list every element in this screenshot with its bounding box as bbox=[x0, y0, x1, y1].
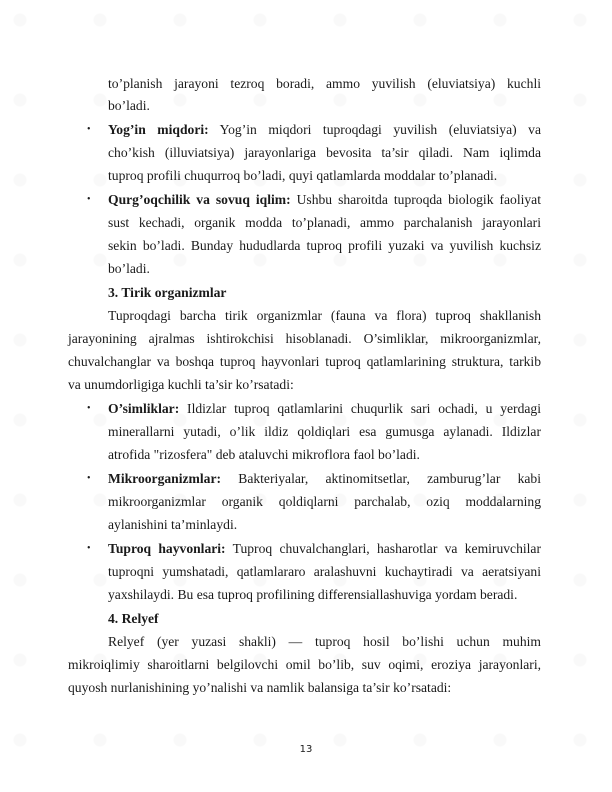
line-text: sust kechadi, organik modda to’planadi, ammo parchalanish jarayonlari bbox=[108, 215, 541, 230]
text-line bbox=[68, 354, 541, 370]
bold-lead: Yog’in miqdori: bbox=[108, 122, 209, 137]
text-line bbox=[108, 634, 541, 650]
text-line bbox=[108, 447, 420, 463]
line-text: yaxshilaydi. Bu esa tuproq profilining differensiallashuviga yordam beradi. bbox=[108, 587, 518, 602]
line-text: to’planish jarayoni tezroq boradi, ammo yuvilish (eluviatsiya) kuchli bbox=[108, 76, 541, 91]
line-text: Ushbu sharoitda tuproqda biologik faoliyat bbox=[290, 192, 541, 207]
text-line bbox=[68, 657, 541, 673]
line-text: tuproq profili chuqurroq bo’ladi, quyi qatlamlarda moddalar to’planadi. bbox=[108, 168, 498, 183]
bold-lead: 4. Relyef bbox=[108, 611, 159, 626]
line-text: mikroiqlimiy sharoitlarni belgilovchi omil bo’lib, suv oqimi, eroziya jarayonlari, bbox=[68, 657, 541, 672]
line-text: tuproqni yumshatadi, qatlamlararo aralashuvni kuchaytiradi va aeratsiyani bbox=[108, 564, 541, 579]
line-text: Yog’in miqdori tuproqdagi yuvilish (eluviatsiya) va bbox=[208, 122, 541, 137]
line-text: aylanishini ta’minlaydi. bbox=[108, 517, 238, 532]
bold-lead: O’simliklar: bbox=[108, 401, 180, 416]
bullet-icon: • bbox=[87, 403, 91, 414]
text-line bbox=[108, 564, 541, 580]
bullet-icon: • bbox=[87, 124, 91, 135]
line-text: minerallarni yutadi, o’lik ildiz qoldiqlari esa gumusga aylanadi. Ildizlar bbox=[108, 424, 541, 439]
line-text: Bakteriyalar, aktinomitsetlar, zamburug’lar kabi bbox=[221, 471, 541, 486]
bullet-icon: • bbox=[87, 543, 91, 554]
text-line bbox=[108, 76, 541, 92]
bold-lead: 3. Tirik organizmlar bbox=[108, 285, 227, 300]
line-text: bo’ladi. bbox=[108, 98, 150, 113]
text-line bbox=[108, 587, 517, 603]
text-line bbox=[108, 168, 497, 184]
text-line bbox=[108, 471, 541, 487]
text-line bbox=[108, 494, 541, 510]
line-text: Tuproq chuvalchanglari, hasharotlar va kemiruvchilar bbox=[225, 541, 541, 556]
text-line bbox=[108, 517, 237, 533]
line-text: Relyef (yer yuzasi shakli) — tuproq hosil bo’lishi uchun muhim bbox=[108, 634, 541, 649]
page-number: 13 bbox=[299, 744, 313, 755]
line-text: cho’kish (illuviatsiya) jarayonlariga bevosita ta’sir qiladi. Nam iqlimda bbox=[108, 145, 541, 160]
line-text: sekin bo’ladi. Bunday hududlarda tuproq profili yuzaki va yuvilish kuchsiz bbox=[108, 238, 541, 253]
text-line bbox=[108, 215, 541, 231]
text-line bbox=[108, 145, 541, 161]
text-line bbox=[108, 98, 150, 114]
text-line bbox=[68, 680, 451, 696]
text-line bbox=[108, 611, 159, 627]
text-line bbox=[108, 401, 541, 417]
text-line bbox=[108, 541, 541, 557]
bold-lead: Mikroorganizmlar: bbox=[108, 471, 222, 486]
text-line bbox=[108, 424, 541, 440]
text-line bbox=[108, 238, 541, 254]
text-line bbox=[68, 377, 294, 393]
line-text: quyosh nurlanishining yo’nalishi va namlik balansiga ta’sir ko’rsatadi: bbox=[68, 680, 452, 695]
text-line bbox=[108, 308, 541, 324]
text-line bbox=[108, 261, 150, 277]
line-text: Tuproqdagi barcha tirik organizmlar (fauna va flora) tuproq shakllanish bbox=[108, 308, 541, 323]
line-text: va unumdorligiga kuchli ta’sir ko’rsatadi: bbox=[68, 377, 294, 392]
bold-lead: Qurg’oqchilik va sovuq iqlim: bbox=[108, 192, 291, 207]
text-line bbox=[108, 192, 541, 208]
line-text: jarayonining ajralmas ishtirokchisi hisoblanadi. O’simliklar, mikroorganizmlar, bbox=[68, 331, 541, 346]
line-text: Ildizlar tuproq qatlamlarini chuqurlik sari ochadi, u yerdagi bbox=[179, 401, 541, 416]
line-text: mikroorganizmlar organik qoldiqlarni parchalab, oziq moddalarning bbox=[108, 494, 541, 509]
bold-lead: Tuproq hayvonlari: bbox=[108, 541, 226, 556]
bullet-icon: • bbox=[87, 473, 91, 484]
line-text: bo’ladi. bbox=[108, 261, 150, 276]
text-line bbox=[68, 331, 541, 347]
text-line bbox=[108, 122, 541, 138]
line-text: chuvalchanglar va boshqa tuproq hayvonlari tuproq qatlamlarining struktura, tarkib bbox=[68, 354, 541, 369]
line-text: atrofida "rizosfera" deb ataluvchi mikroflora faol bo’ladi. bbox=[108, 447, 420, 462]
bullet-icon: • bbox=[87, 194, 91, 205]
text-line bbox=[108, 285, 226, 301]
